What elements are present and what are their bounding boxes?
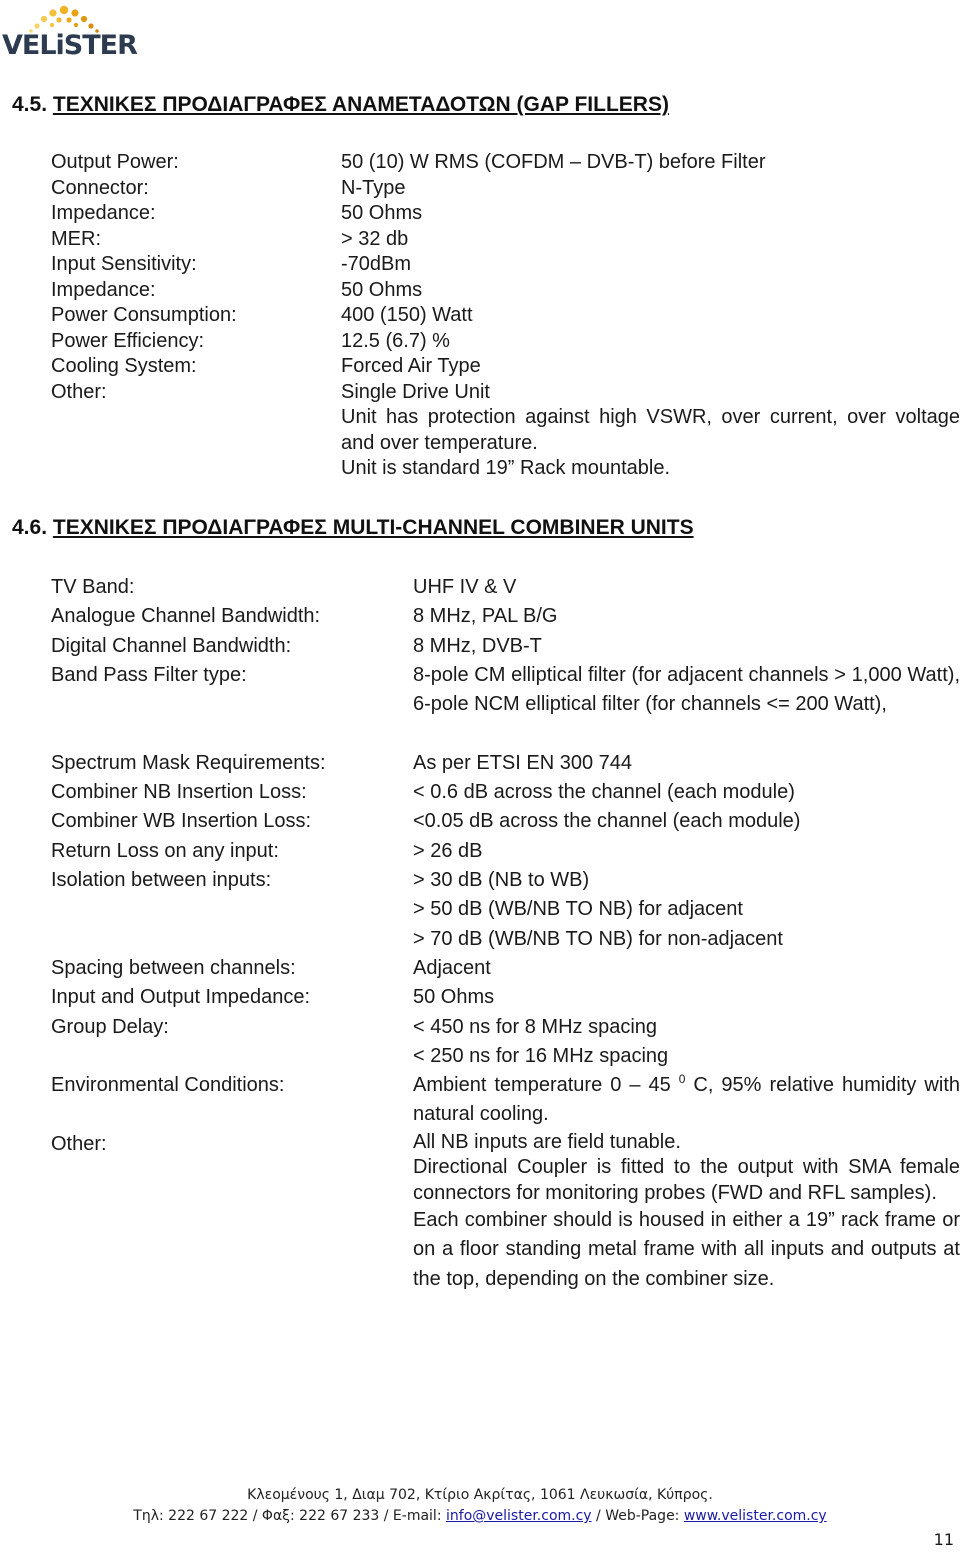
spec-label: Output Power: [51, 151, 179, 173]
spec-value: > 50 dB (WB/NB TO NB) for adjacent [413, 898, 743, 921]
spec-label: Impedance: [51, 278, 156, 301]
spec-value: N-Type [341, 176, 406, 199]
spec-label: Band Pass Filter type: [51, 663, 247, 686]
spec-label: MER: [51, 227, 101, 250]
spec-label: Connector: [51, 176, 149, 199]
spec-value: < 250 ns for 16 MHz spacing [413, 1044, 669, 1067]
spec-label: Combiner WB Insertion Loss: [51, 810, 312, 833]
spec-label: Input and Output Impedance: [51, 986, 311, 1009]
spec-value: -70dBm [341, 253, 412, 275]
section-title: ΤΕΧΝΙΚΕΣ ΠΡΟΔΙΑΓΡΑΦΕΣ MULTI-CHANNEL COMBINER UNITS [52, 516, 694, 539]
degree-superscript: 0 [678, 1072, 686, 1087]
spec-value: > 32 db [341, 227, 409, 250]
spec-label: Spectrum Mask Requirements: [51, 751, 326, 774]
spec-value: Unit has protection against high VSWR, over current, over voltage and over temperature. [341, 406, 960, 454]
section-number: 4.5. [12, 93, 48, 116]
spec-label: Input Sensitivity: [51, 253, 197, 275]
spec-value: > 30 dB (NB to WB) [413, 869, 590, 891]
spec-value: < 450 ns for 8 MHz spacing [413, 1015, 658, 1038]
website-link[interactable]: www.velister.com.cy [683, 1508, 827, 1524]
spec-label: TV Band: [51, 576, 135, 598]
footer-address: Κλεομένους 1, Διαμ 702, Κτίριο Ακρίτας, 1061 Λευκωσία, Κύπρος. [247, 1487, 713, 1503]
spec-value: 50 Ohms [341, 278, 423, 301]
page-number: 11 [933, 1530, 954, 1549]
spec-value: 400 (150) Watt [341, 304, 473, 326]
spec-value: UHF IV & V [413, 576, 517, 598]
spec-value: < 0.6 dB across the channel (each module) [413, 781, 795, 804]
spec-value: Each combiner should is housed in either a 19” rack frame or on a floor standing metal frame with all inputs and outputs at the top, depending on the combiner size. [413, 1209, 960, 1290]
spec-value: 50 Ohms [341, 202, 423, 224]
spec-value: 8 MHz, PAL B/G [413, 605, 558, 628]
spec-value: Single Drive Unit [341, 380, 490, 403]
spec-label: Isolation between inputs: [51, 869, 272, 891]
spec-label: Cooling System: [51, 355, 197, 377]
spec-value: > 26 dB [413, 839, 483, 862]
section-heading-gap-fillers [12, 93, 669, 117]
spec-value: Adjacent [413, 956, 491, 979]
spec-value: 8 MHz, DVB-T [413, 634, 542, 657]
spec-label: Impedance: [51, 202, 156, 224]
section-number: 4.6. [12, 516, 48, 539]
footer-contact: Τηλ: 222 67 222 / Φαξ: 222 67 233 / E-mail: info@velister.com.cy / Web-Page: www.velister.com.cy [133, 1508, 827, 1524]
spec-label: Other: [51, 380, 107, 403]
velister-logo [2, 2, 137, 64]
spec-value: All NB inputs are field tunable. [413, 1130, 681, 1153]
section-title: ΤΕΧΝΙΚΕΣ ΠΡΟΔΙΑΓΡΑΦΕΣ ΑΝΑΜΕΤΑΔΟΤΩΝ (GAP FILLERS) [52, 93, 669, 116]
email-link[interactable]: info@velister.com.cy [446, 1508, 592, 1524]
spec-value: <0.05 dB across the channel (each module) [413, 810, 801, 833]
spec-value: Forced Air Type [341, 355, 481, 377]
section-heading-combiner-units [12, 516, 694, 540]
spec-value: 8-pole CM elliptical filter (for adjacent channels > 1,000 Watt), 6-pole NCM elliptical filter (for channels <= 200 Watt), [413, 663, 960, 716]
spec-label: Environmental Conditions: [51, 1074, 285, 1097]
spec-value: Ambient temperature 0 – 45 $^0$ C, 95% relative humidity with natural cooling. [413, 1072, 960, 1126]
spec-value: 12.5 (6.7) % [341, 329, 450, 352]
spec-label: Analogue Channel Bandwidth: [51, 605, 321, 628]
spec-label: Digital Channel Bandwidth: [51, 634, 292, 657]
spec-label: Power Consumption: [51, 304, 237, 326]
spec-label: Group Delay: [51, 1015, 169, 1038]
spec-label: Return Loss on any input: [51, 839, 279, 862]
spec-label: Power Efficiency: [51, 329, 205, 352]
spec-label: Combiner NB Insertion Loss: [51, 781, 307, 804]
spec-value: > 70 dB (WB/NB TO NB) for non-adjacent [413, 927, 783, 950]
spec-value: As per ETSI EN 300 744 [413, 751, 633, 774]
spec-value: Directional Coupler is fitted to the output with SMA female connectors for monitoring probes (FWD and RFL samples). [413, 1156, 960, 1204]
spec-value: 50 (10) W RMS (COFDM – DVB-T) before Filter [341, 151, 766, 173]
spec-label: Spacing between channels: [51, 956, 296, 979]
spec-value: Unit is standard 19” Rack mountable. [341, 457, 671, 479]
spec-label: Other: [51, 1132, 107, 1155]
spec-value: 50 Ohms [413, 986, 495, 1009]
logo-text: VELiSTER [2, 30, 137, 61]
